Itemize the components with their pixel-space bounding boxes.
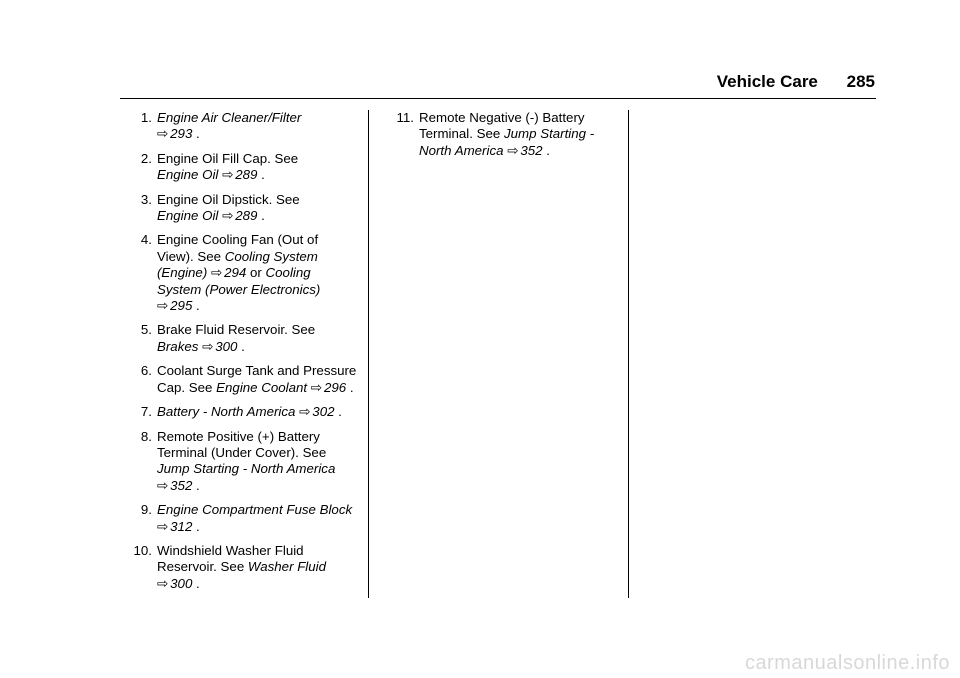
item-number: 4. [140,232,152,248]
list-item: 1. Engine Air Cleaner/Filter ⇨ 293 . [118,110,358,143]
page-ref-arrow-icon [222,208,235,223]
page-header [0,72,875,92]
page-reference[interactable]: 294 [224,265,247,281]
page-reference[interactable]: 352 [520,142,543,158]
page-ref-arrow-icon [202,339,215,354]
page-ref-arrow-icon [157,126,170,141]
watermark [0,652,960,675]
list-item: 8. Remote Positive (+) Battery Terminal (Under Cover). See Jump Starting - North America ⇨ 352 . [118,429,358,495]
item-text: Remote Positive (+) Battery Terminal (Under Cover). See [157,428,327,460]
list-item: 11. Remote Negative (-) Battery Terminal. See Jump Starting - North America ⇨ 352 . [380,110,615,159]
page-ref-arrow-icon [157,576,170,591]
cross-reference-link[interactable]: Engine Compartment Fuse Block [157,502,353,518]
page-reference[interactable]: 295 [170,298,193,314]
cross-reference-link[interactable]: Engine Coolant [216,379,308,395]
item-number: 5. [140,322,152,338]
item-text: Engine Oil Dipstick. See [157,191,300,207]
item-number: 6. [140,363,152,379]
cross-reference-link[interactable]: Engine Air Cleaner/Filter [157,110,302,125]
page-ref-arrow-icon [311,380,324,395]
page-reference[interactable]: 300 [170,575,193,591]
cross-reference-link[interactable]: Jump Starting - North America [419,126,595,158]
item-text: Engine Oil Fill Cap. See [157,150,299,166]
list-item: 7. Battery - North America ⇨ 302 . [118,404,358,420]
list-item: 9. Engine Compartment Fuse Block ⇨ 312 . [118,502,358,535]
item-number: 10. [133,542,152,558]
page-ref-arrow-icon [222,167,235,182]
item-number: 7. [140,404,152,420]
item-number: 1. [140,110,152,125]
list-item: 6. Coolant Surge Tank and Pressure Cap. See Engine Coolant ⇨ 296 . [118,363,358,396]
list-item: 4. Engine Cooling Fan (Out of View). See Cooling System (Engine) ⇨ 294 or Cooling System (Power Electronics) ⇨ 295 . [118,232,358,314]
column-divider-2 [628,110,629,598]
cross-reference-link[interactable]: Engine Oil [157,167,219,183]
item-text-conjunction: or [250,265,262,281]
cross-reference-link[interactable]: Jump Starting - North America [157,461,336,477]
item-text: Engine Cooling Fan (Out of View). See [157,232,319,264]
item-text: Coolant Surge Tank and Pressure Cap. See [157,363,357,395]
cross-reference-link[interactable]: Brakes [157,338,199,354]
list-item: 2. Engine Oil Fill Cap. See Engine Oil ⇨ 289 . [118,151,358,184]
page-reference[interactable]: 293 [170,126,193,142]
page-ref-arrow-icon [299,404,312,419]
page-ref-arrow-icon [157,478,170,493]
page-ref-arrow-icon [157,519,170,534]
cross-reference-link[interactable]: Battery - North America [157,404,296,420]
section-title: Vehicle Care [716,72,818,91]
column-middle [380,110,615,167]
cross-reference-link[interactable]: Cooling System (Engine) [157,248,318,281]
page-reference[interactable]: 352 [170,477,193,493]
list-item: 5. Brake Fluid Reservoir. See Brakes ⇨ 300 . [118,322,358,355]
page-ref-arrow-icon [507,143,520,158]
item-number: 2. [140,150,152,166]
list-item: 3. Engine Oil Dipstick. See Engine Oil ⇨ 289 . [118,192,358,225]
column-left [118,110,358,600]
list-item: 10. Windshield Washer Fluid Reservoir. See Washer Fluid ⇨ 300 . [118,543,358,592]
cross-reference-link[interactable]: Engine Oil [157,208,219,224]
item-text: Windshield Washer Fluid Reservoir. See [157,542,304,575]
cross-reference-link[interactable]: Cooling System (Power Electronics) [157,265,321,297]
item-number: 9. [140,502,152,518]
page-ref-arrow-icon [211,265,224,280]
item-number: 11. [396,110,414,125]
page-reference[interactable]: 289 [235,167,258,183]
page-number: 285 [846,72,875,91]
item-text: Remote Negative (-) Battery Terminal. See [419,110,585,142]
item-number: 3. [140,191,152,207]
page-reference[interactable]: 302 [312,404,335,420]
page-reference[interactable]: 296 [323,379,347,395]
page-reference[interactable]: 289 [235,208,258,224]
column-divider-1 [368,110,369,598]
cross-reference-link[interactable]: Washer Fluid [247,559,327,575]
page-reference[interactable]: 312 [170,518,193,534]
page-reference[interactable]: 300 [215,338,238,354]
item-number: 8. [140,428,152,444]
page-ref-arrow-icon [157,298,170,313]
header-rule [120,98,876,99]
watermark-text: carmanualsonline.info [744,652,950,674]
item-text: Brake Fluid Reservoir. See [157,322,316,338]
